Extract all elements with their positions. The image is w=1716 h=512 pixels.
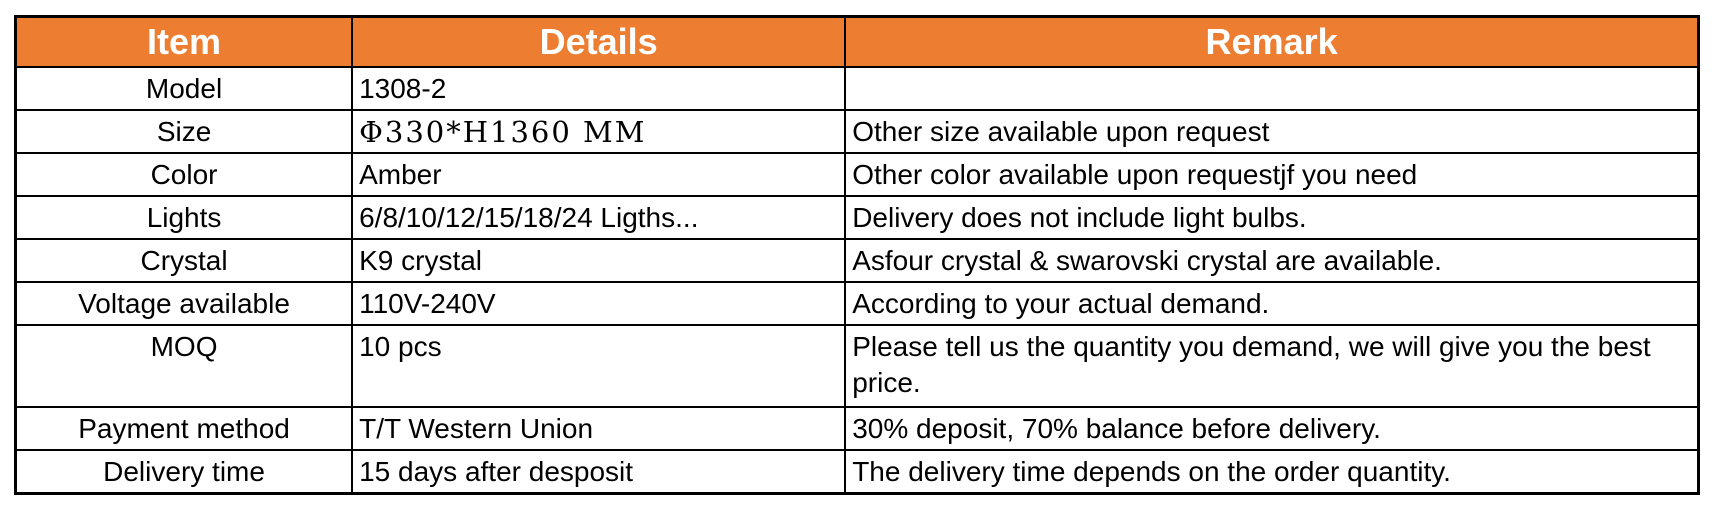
remark-cell: The delivery time depends on the order quantity. — [845, 450, 1698, 494]
remark-cell: Please tell us the quantity you demand, we will give you the best price. — [845, 325, 1698, 407]
table-row — [16, 67, 1699, 110]
header-row — [16, 17, 1699, 68]
item-cell: Voltage available — [16, 282, 353, 325]
remark-cell: According to your actual demand. — [845, 282, 1698, 325]
remark-cell: Delivery does not include light bulbs. — [845, 196, 1698, 239]
item-cell: Delivery time — [16, 450, 353, 494]
remark-cell: 30% deposit, 70% balance before delivery. — [845, 407, 1698, 450]
details-cell: 15 days after desposit — [352, 450, 845, 494]
remark-cell: Other size available upon request — [845, 110, 1698, 153]
details-cell: 10 pcs — [352, 325, 845, 407]
spec-table — [14, 15, 1700, 495]
details-cell: 1308-2 — [352, 67, 845, 110]
table-row — [16, 450, 1699, 494]
remark-cell — [845, 67, 1698, 110]
details-cell: 110V-240V — [352, 282, 845, 325]
table-row — [16, 239, 1699, 282]
details-cell: Φ330*H1360 MM — [352, 110, 845, 153]
column-header-remark: Remark — [845, 17, 1698, 68]
remark-cell: Asfour crystal & swarovski crystal are available. — [845, 239, 1698, 282]
table-row — [16, 325, 1699, 407]
column-header-item: Item — [16, 17, 353, 68]
table-row — [16, 196, 1699, 239]
details-cell: Amber — [352, 153, 845, 196]
remark-cell: Other color available upon requestjf you need — [845, 153, 1698, 196]
details-cell: K9 crystal — [352, 239, 845, 282]
item-cell: Model — [16, 67, 353, 110]
details-cell: T/T Western Union — [352, 407, 845, 450]
table-row — [16, 407, 1699, 450]
item-cell: Lights — [16, 196, 353, 239]
item-cell: MOQ — [16, 325, 353, 407]
column-header-details: Details — [352, 17, 845, 68]
item-cell: Color — [16, 153, 353, 196]
item-cell: Payment method — [16, 407, 353, 450]
item-cell: Size — [16, 110, 353, 153]
table-row — [16, 282, 1699, 325]
table-row — [16, 153, 1699, 196]
item-cell: Crystal — [16, 239, 353, 282]
details-cell: 6/8/10/12/15/18/24 Ligths... — [352, 196, 845, 239]
table-row — [16, 110, 1699, 153]
